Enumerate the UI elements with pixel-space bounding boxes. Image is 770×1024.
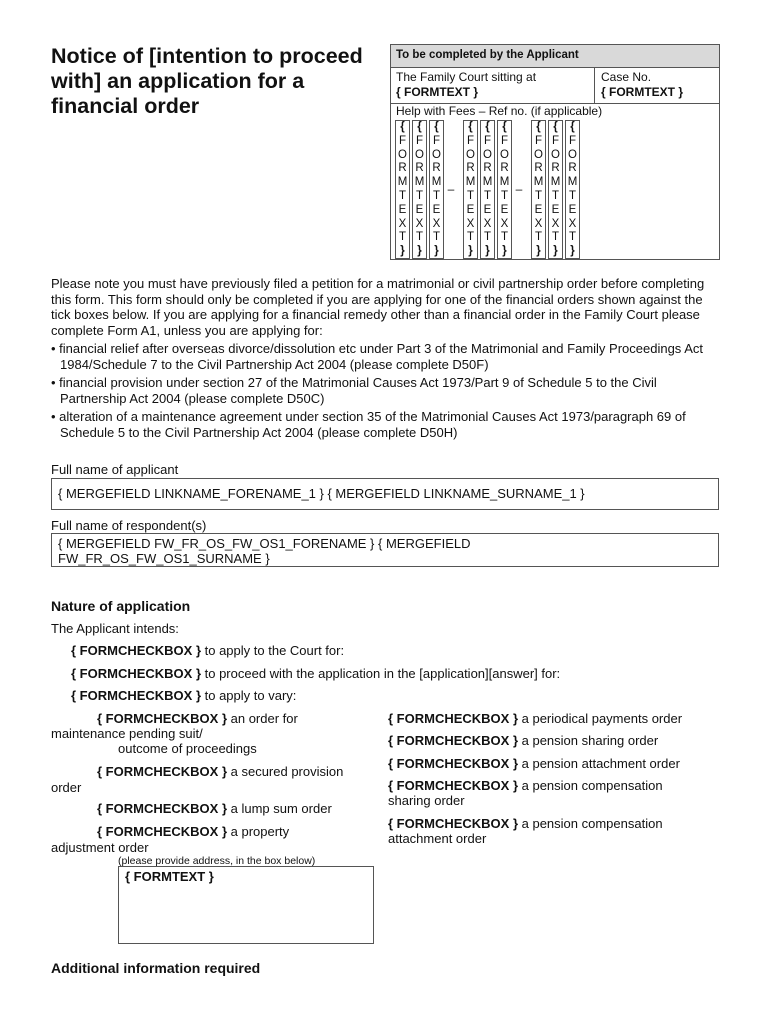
hwf-ref-char: E — [466, 203, 475, 216]
order-comp-attach-cont: attachment order — [388, 831, 487, 846]
order-maintenance[interactable] — [97, 711, 298, 726]
order-comp-sharing[interactable] — [388, 778, 663, 793]
option-proceed[interactable] — [71, 666, 560, 681]
hwf-ref-char: } — [570, 245, 575, 258]
hwf-ref-char: { — [434, 121, 439, 133]
hwf-ref-char: R — [551, 162, 560, 175]
address-field[interactable] — [118, 866, 374, 944]
intro-bullet: • financial provision under section 27 of the Matrimonial Causes Act 1973/Part 9 of Schedule 5 to the Civil Partnership Act 2004 (please complete D50C) — [51, 375, 657, 406]
hwf-ref-char: R — [568, 162, 577, 175]
nature-heading: Nature of application — [51, 598, 191, 614]
option-apply[interactable] — [71, 643, 344, 658]
hwf-ref-char: M — [533, 176, 544, 189]
checkbox[interactable]: { FORMCHECKBOX } — [97, 711, 228, 726]
hwf-ref-char: } — [417, 245, 422, 258]
order-lump-sum[interactable] — [97, 801, 332, 816]
intro-bullet: • financial relief after overseas divorce/dissolution etc under Part 3 of the Matrimonial and Family Proceedings Act 1984/Schedule 7 to the Civil Partnership Act 2004 (please complete D50F) — [51, 341, 703, 372]
order-label: a pension attachment order — [518, 756, 680, 771]
hwf-ref-char: M — [482, 176, 493, 189]
hwf-ref-char: F — [483, 134, 492, 147]
hwf-ref-char: O — [432, 148, 441, 161]
court-label: The Family Court sitting at — [396, 70, 537, 84]
hwf-ref-char: M — [397, 176, 408, 189]
address-value[interactable]: { FORMTEXT } — [125, 869, 214, 884]
hwf-ref-char: R — [466, 162, 475, 175]
order-label: a lump sum order — [227, 801, 332, 816]
hwf-ref-char: T — [415, 231, 424, 244]
respondent-name-field[interactable] — [51, 533, 719, 567]
order-label: a property — [227, 824, 290, 839]
hwf-ref-separator: – — [515, 182, 523, 196]
hwf-ref-char: { — [570, 121, 575, 133]
hwf-ref-char: } — [553, 245, 558, 258]
hwf-ref-char: M — [550, 176, 561, 189]
respondent-name-line: { MERGEFIELD FW_FR_OS_FW_OS1_FORENAME } { MERGEFIELD — [58, 536, 471, 551]
hwf-ref-separator: – — [447, 182, 455, 196]
hwf-ref-char: { — [553, 121, 558, 133]
hwf-ref-char: E — [483, 203, 492, 216]
hwf-ref-char: { — [468, 121, 473, 133]
order-label: a pension compensation — [518, 778, 663, 793]
hwf-ref-char: T — [534, 189, 543, 202]
hwf-ref-char: F — [432, 134, 441, 147]
order-periodical[interactable] — [388, 711, 682, 726]
order-label: an order for — [227, 711, 298, 726]
hwf-ref-char: T — [398, 189, 407, 202]
order-label: a pension compensation — [518, 816, 663, 831]
hwf-ref-char: M — [431, 176, 442, 189]
hwf-ref-box[interactable] — [548, 120, 563, 259]
applicant-box — [390, 44, 720, 260]
hwf-ref-char: X — [568, 217, 577, 230]
case-label: Case No. — [601, 70, 652, 84]
hwf-ref-char: M — [414, 176, 425, 189]
respondent-name-line: FW_FR_OS_FW_OS1_SURNAME } — [58, 551, 270, 566]
hwf-ref-char: R — [432, 162, 441, 175]
applicant-name-label: Full name of applicant — [51, 462, 179, 477]
hwf-ref-char: T — [568, 189, 577, 202]
hwf-ref-char: X — [466, 217, 475, 230]
hwf-ref-char: T — [500, 189, 509, 202]
applicant-name-field[interactable]: { MERGEFIELD LINKNAME_FORENAME_1 } { MERGEFIELD LINKNAME_SURNAME_1 } — [51, 478, 719, 510]
hwf-ref-char: } — [434, 245, 439, 258]
hwf-ref-char: T — [432, 189, 441, 202]
case-cell[interactable] — [596, 67, 719, 103]
hwf-ref-char: E — [534, 203, 543, 216]
order-label: a periodical payments order — [518, 711, 683, 726]
court-cell[interactable] — [391, 67, 595, 103]
hwf-ref-char: T — [398, 231, 407, 244]
hwf-ref-char: M — [499, 176, 510, 189]
hwf-ref-char: T — [534, 231, 543, 244]
hwf-ref-char: { — [400, 121, 405, 133]
hwf-ref-box[interactable] — [497, 120, 512, 259]
hwf-ref-char: { — [536, 121, 541, 133]
option-label: to proceed with the application in the [application][answer] for: — [201, 666, 561, 681]
checkbox[interactable]: { FORMCHECKBOX } — [97, 764, 228, 779]
checkbox[interactable]: { FORMCHECKBOX } — [388, 711, 519, 726]
order-comp-sharing-cont: sharing order — [388, 793, 465, 808]
hwf-ref-char: X — [551, 217, 560, 230]
hwf-ref-char: F — [500, 134, 509, 147]
hwf-ref-char: F — [466, 134, 475, 147]
hwf-ref-char: T — [551, 231, 560, 244]
hwf-ref-char: } — [485, 245, 490, 258]
hwf-ref-char: { — [502, 121, 507, 133]
hwf-ref-char: X — [483, 217, 492, 230]
case-value[interactable]: { FORMTEXT } — [601, 85, 684, 99]
hwf-ref-char: X — [500, 217, 509, 230]
hwf-ref-char: M — [567, 176, 578, 189]
applicant-intends: The Applicant intends: — [51, 621, 179, 636]
order-secured[interactable] — [97, 764, 343, 779]
intro-paragraph: Please note you must have previously filed a petition for a matrimonial or civil partnership order before completing this form. This form should only be completed if you are applying for one of the financial orders shown against the tick boxes below. If you are applying for a financial remedy other than a financial order in the Family Court please complete Form A1, unless you are applying for: — [51, 276, 705, 338]
intro-bullet: • alteration of a maintenance agreement under section 35 of the Matrimonial Causes Act 1973/paragraph 69 of Schedule 5 to the Civil Partnership Act 2004 (please complete D50H) — [51, 409, 686, 440]
checkbox[interactable]: { FORMCHECKBOX } — [388, 756, 519, 771]
checkbox[interactable]: { FORMCHECKBOX } — [388, 816, 519, 831]
hwf-ref-char: } — [536, 245, 541, 258]
intro-text — [51, 276, 723, 440]
hwf-ref-box[interactable] — [565, 120, 580, 259]
checkbox[interactable]: { FORMCHECKBOX } — [388, 733, 519, 748]
additional-heading: Additional information required — [51, 960, 261, 976]
hwf-ref-char: } — [502, 245, 507, 258]
hwf-ref-char: E — [551, 203, 560, 216]
hwf-ref-char: R — [500, 162, 509, 175]
hwf-ref-char: E — [568, 203, 577, 216]
hwf-label: Help with Fees – Ref no. (if applicable) — [396, 104, 603, 118]
order-maintenance-cont: maintenance pending suit/ — [51, 726, 203, 741]
option-label: to apply to the Court for: — [201, 643, 345, 658]
hwf-ref-char: { — [485, 121, 490, 133]
hwf-ref-char: X — [415, 217, 424, 230]
checkbox[interactable]: { FORMCHECKBOX } — [97, 824, 228, 839]
hwf-ref-char: X — [534, 217, 543, 230]
hwf-ref-char: O — [534, 148, 543, 161]
order-comp-attach[interactable] — [388, 816, 663, 831]
order-secured-cont: order — [51, 780, 82, 795]
hwf-ref-char: R — [534, 162, 543, 175]
address-hint: (please provide address, in the box below) — [118, 855, 316, 867]
hwf-ref-char: O — [398, 148, 407, 161]
hwf-ref-box[interactable] — [463, 120, 478, 259]
order-pension-attachment[interactable] — [388, 756, 680, 771]
hwf-ref-char: T — [500, 231, 509, 244]
hwf-ref-box[interactable] — [412, 120, 427, 259]
hwf-ref-char: O — [483, 148, 492, 161]
hwf-ref-char: X — [398, 217, 407, 230]
hwf-ref-char: M — [465, 176, 476, 189]
hwf-ref-char: O — [466, 148, 475, 161]
hwf-ref-char: T — [551, 189, 560, 202]
checkbox[interactable]: { FORMCHECKBOX } — [71, 688, 202, 703]
hwf-ref-char: } — [468, 245, 473, 258]
page-title: Notice of [intention to proceed with] an application for a financial order — [51, 44, 363, 118]
court-row — [391, 67, 719, 104]
order-property[interactable] — [97, 824, 289, 839]
hwf-ref-char: { — [417, 121, 422, 133]
checkbox[interactable]: { FORMCHECKBOX } — [97, 801, 228, 816]
hwf-ref-char: O — [568, 148, 577, 161]
order-label: a secured provision — [227, 764, 344, 779]
court-value[interactable]: { FORMTEXT } — [396, 85, 479, 99]
checkbox[interactable]: { FORMCHECKBOX } — [71, 643, 202, 658]
option-vary[interactable] — [71, 688, 296, 703]
order-property-cont: adjustment order — [51, 840, 149, 855]
order-label: a pension sharing order — [518, 733, 659, 748]
hwf-ref-char: R — [415, 162, 424, 175]
applicant-box-header: To be completed by the Applicant — [391, 45, 719, 68]
hwf-ref-char: R — [483, 162, 492, 175]
hwf-ref-char: T — [432, 231, 441, 244]
hwf-ref-char: T — [568, 231, 577, 244]
hwf-ref-box[interactable] — [395, 120, 410, 259]
hwf-ref-char: T — [483, 189, 492, 202]
hwf-ref-char: F — [551, 134, 560, 147]
hwf-ref-char: X — [432, 217, 441, 230]
hwf-ref-char: } — [400, 245, 405, 258]
order-maintenance-cont: outcome of proceedings — [118, 741, 257, 756]
hwf-ref-char: O — [551, 148, 560, 161]
hwf-ref-char: O — [500, 148, 509, 161]
hwf-ref-box[interactable] — [480, 120, 495, 259]
hwf-ref-char: T — [415, 189, 424, 202]
hwf-ref-char: R — [398, 162, 407, 175]
hwf-ref-char: T — [483, 231, 492, 244]
hwf-ref-char: E — [398, 203, 407, 216]
hwf-ref-char: F — [415, 134, 424, 147]
respondent-name-label: Full name of respondent(s) — [51, 518, 207, 533]
hwf-ref-box[interactable] — [429, 120, 444, 259]
hwf-ref-char: O — [415, 148, 424, 161]
hwf-ref-char: T — [466, 231, 475, 244]
checkbox[interactable]: { FORMCHECKBOX } — [388, 778, 519, 793]
hwf-ref-box[interactable] — [531, 120, 546, 259]
hwf-ref-char: E — [500, 203, 509, 216]
checkbox[interactable]: { FORMCHECKBOX } — [71, 666, 202, 681]
hwf-ref-char: F — [534, 134, 543, 147]
hwf-ref-char: F — [398, 134, 407, 147]
hwf-ref-char: T — [466, 189, 475, 202]
hwf-ref-char: E — [415, 203, 424, 216]
hwf-ref-char: F — [568, 134, 577, 147]
order-pension-sharing[interactable] — [388, 733, 658, 748]
option-label: to apply to vary: — [201, 688, 297, 703]
hwf-ref-char: E — [432, 203, 441, 216]
